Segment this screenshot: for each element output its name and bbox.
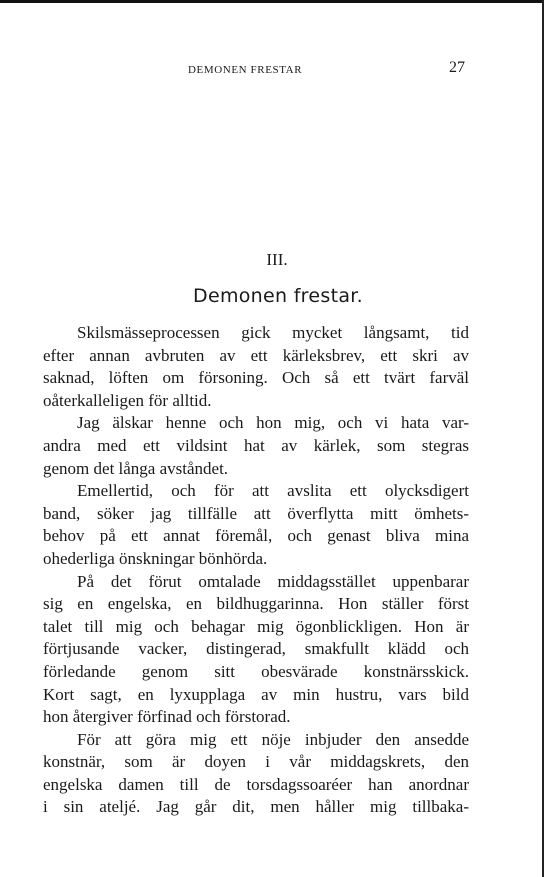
text-line: konstnär, som är doyen i vår middagskrets, den <box>43 752 469 772</box>
text-line: genom det långa avståndet. <box>43 458 229 478</box>
text-line: oåterkalleligen för alltid. <box>43 390 212 410</box>
scan-top-edge <box>0 0 544 3</box>
text-line: För att göra mig ett nöje inbjuder den ansedde <box>77 729 469 749</box>
text-line: i sin ateljé. Jag går dit, men håller mig tillbaka- <box>43 797 469 817</box>
text-line: sig en engelska, en bildhuggarinna. Hon ställer först <box>43 594 469 614</box>
page-number: 27 <box>449 59 465 76</box>
text-line: engelska damen till de torsdagssoaréer han anordnar <box>43 774 469 794</box>
text-line: Skilsmässeprocessen gick mycket långsamt, tid <box>77 323 469 342</box>
text-line: förledande genom sitt obesvärade konstnärsskick. <box>43 661 469 681</box>
running-head <box>0 59 544 80</box>
text-line: hon återgiver förfinad och förstorad. <box>43 707 291 727</box>
running-title: DEMONEN FRESTAR <box>188 64 303 76</box>
text-line: förtjusande vacker, distingerad, smakfullt klädd och <box>43 639 469 659</box>
body-text <box>43 322 469 819</box>
text-line: Kort sagt, en lyxupplaga av min hustru, vars bild <box>43 684 469 704</box>
text-line: På det förut omtalade middagsstället uppenbarar <box>77 571 469 591</box>
text-line: ohederliga önskningar bönhörda. <box>43 548 268 568</box>
chapter-number: III. <box>266 250 288 269</box>
text-line: band, söker jag tillfälle att överflytta mitt ömhets- <box>43 503 469 523</box>
text-line: Jag älskar henne och hon mig, och vi hata var- <box>77 413 469 433</box>
text-line: efter annan avbruten av ett kärleksbrev, ett skri av <box>43 345 469 365</box>
text-line: saknad, löften om försoning. Och så ett tvärt farväl <box>43 368 469 388</box>
text-line: talet till mig och behagar mig ögonblickligen. Hon är <box>43 616 469 636</box>
text-line: behov på ett annat föremål, och genast bliva mina <box>43 526 469 546</box>
chapter-title: Demonen frestar. <box>193 285 363 307</box>
text-line: Emellertid, och för att avslita ett olycksdigert <box>77 481 469 501</box>
text-line: andra med ett vildsint hat av kärlek, som stegras <box>43 435 469 455</box>
